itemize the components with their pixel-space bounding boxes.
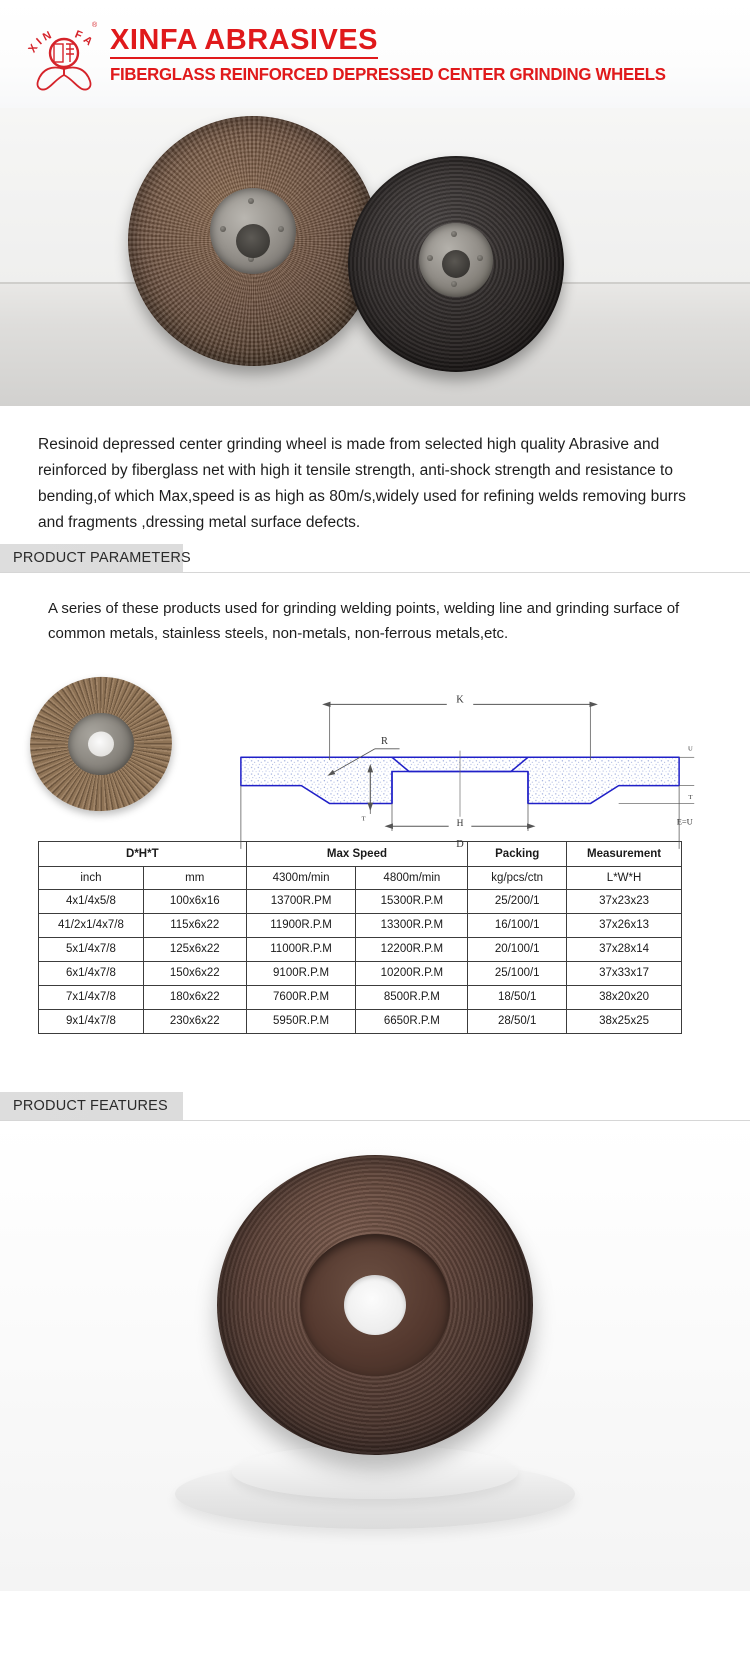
cell-speed-4800: 6650R.P.M <box>356 1009 468 1033</box>
cell-packing: 20/100/1 <box>468 937 567 961</box>
cell-speed-4800: 13300R.P.M <box>356 913 468 937</box>
dim-label-u: U <box>688 745 693 753</box>
table-row <box>39 913 682 937</box>
cell-inch: 41/2x1/4x7/8 <box>39 913 144 937</box>
cell-speed-4800: 15300R.P.M <box>356 889 468 913</box>
svg-text:F A: F A <box>72 28 95 49</box>
col-group-dht: D*H*T <box>39 841 247 866</box>
table-row <box>39 889 682 913</box>
brand-subtitle: FIBERGLASS REINFORCED DEPRESSED CENTER GRINDING WHEELS <box>110 63 666 84</box>
table-group-header-row <box>39 841 682 866</box>
flap-disc-photo <box>24 665 194 825</box>
cell-speed-4300: 13700R.PM <box>246 889 356 913</box>
cell-inch: 7x1/4x7/8 <box>39 985 144 1009</box>
table-row <box>39 937 682 961</box>
wheel-cross-section-diagram <box>194 660 726 850</box>
cell-speed-4800: 10200R.P.M <box>356 961 468 985</box>
product-intro-text: Resinoid depressed center grinding wheel is made from selected high quality Abrasive and reinforced by fiberglass net with high it tensile strength, anti-shock strength and resistance to bending,of which Max,speed is as high as 80m/s,widely used for refining welds removing burrs and fragments ,dressing metal surface defects. <box>38 436 686 532</box>
cell-measurement: 37x23x23 <box>567 889 682 913</box>
feature-product-photo <box>0 1121 750 1591</box>
cell-mm: 230x6x22 <box>143 1009 246 1033</box>
cell-packing: 25/200/1 <box>468 889 567 913</box>
brand-block <box>110 23 689 84</box>
section-header-product-parameters <box>0 544 750 573</box>
dim-label-t-left: T <box>361 815 366 823</box>
cell-mm: 100x6x16 <box>143 889 246 913</box>
cell-mm: 115x6x22 <box>143 913 246 937</box>
cell-speed-4300: 5950R.P.M <box>246 1009 356 1033</box>
cell-mm: 180x6x22 <box>143 985 246 1009</box>
cell-mm: 125x6x22 <box>143 937 246 961</box>
col-unit-measurement: L*W*H <box>567 866 682 889</box>
cell-speed-4300: 9100R.P.M <box>246 961 356 985</box>
wheel-bore <box>236 224 270 258</box>
cell-inch: 6x1/4x7/8 <box>39 961 144 985</box>
grinding-wheel-fiberglass-net <box>128 116 378 366</box>
table-body <box>39 889 682 1033</box>
parameters-description: A series of these products used for grinding welding points, welding line and grinding surface of common metals, stainless steels, non-metals, non-ferrous metals,etc. <box>48 600 680 643</box>
table-head <box>39 838 682 889</box>
cell-measurement: 37x26x13 <box>567 913 682 937</box>
cell-packing: 16/100/1 <box>468 913 567 937</box>
col-unit-packing: kg/pcs/ctn <box>468 866 567 889</box>
col-group-max-speed: Max Speed <box>246 841 468 866</box>
col-group-packing: Packing <box>468 841 567 866</box>
col-unit-speed-4300: 4300m/min <box>246 866 356 889</box>
table-row <box>39 961 682 985</box>
cell-speed-4800: 12200R.P.M <box>356 937 468 961</box>
cell-measurement: 37x33x17 <box>567 961 682 985</box>
dim-label-e-u: E=U <box>676 816 693 827</box>
cell-measurement: 38x25x25 <box>567 1009 682 1033</box>
cell-mm: 150x6x22 <box>143 961 246 985</box>
col-unit-mm: mm <box>143 866 246 889</box>
cell-speed-4300: 7600R.P.M <box>246 985 356 1009</box>
spacer <box>0 1034 750 1092</box>
hero-product-photo <box>0 108 750 406</box>
section-title: PRODUCT FEATURES <box>13 1097 168 1114</box>
page-header <box>0 0 750 108</box>
brand-name: XINFA ABRASIVES <box>110 25 378 58</box>
dim-label-k: K <box>456 694 464 706</box>
depressed-center-grinding-wheel <box>217 1155 533 1455</box>
col-group-measurement: Measurement <box>567 841 682 866</box>
svg-text:X I N: X I N <box>26 29 54 55</box>
table-row <box>39 1009 682 1033</box>
cell-packing: 25/100/1 <box>468 961 567 985</box>
col-unit-speed-4800: 4800m/min <box>356 866 468 889</box>
dim-label-r: R <box>380 735 388 747</box>
table-unit-header-row <box>39 866 682 889</box>
cell-speed-4800: 8500R.P.M <box>356 985 468 1009</box>
specifications-table <box>38 838 682 1034</box>
cell-measurement: 38x20x20 <box>567 985 682 1009</box>
xinfa-logo-icon <box>22 13 106 95</box>
cell-inch: 9x1/4x7/8 <box>39 1009 144 1033</box>
table-row <box>39 985 682 1009</box>
cell-speed-4300: 11900R.P.M <box>246 913 356 937</box>
wheel-bore <box>442 250 470 278</box>
cell-measurement: 37x28x14 <box>567 937 682 961</box>
col-unit-inch: inch <box>39 866 144 889</box>
dim-label-d: D <box>456 838 464 850</box>
cell-speed-4300: 11000R.P.M <box>246 937 356 961</box>
diagram-row <box>0 657 750 850</box>
cell-packing: 28/50/1 <box>468 1009 567 1033</box>
spec-table-container <box>0 827 750 1034</box>
cell-inch: 4x1/4x5/8 <box>39 889 144 913</box>
grinding-wheel-dark <box>348 156 564 372</box>
svg-text:®: ® <box>92 22 98 29</box>
cell-packing: 18/50/1 <box>468 985 567 1009</box>
cell-inch: 5x1/4x7/8 <box>39 937 144 961</box>
wheel-bore <box>344 1275 406 1335</box>
dim-label-t-right: T <box>688 793 693 801</box>
section-header-product-features <box>0 1092 750 1121</box>
dim-label-h: H <box>456 819 464 830</box>
flap-disc <box>21 668 180 820</box>
section-title: PRODUCT PARAMETERS <box>13 550 191 567</box>
